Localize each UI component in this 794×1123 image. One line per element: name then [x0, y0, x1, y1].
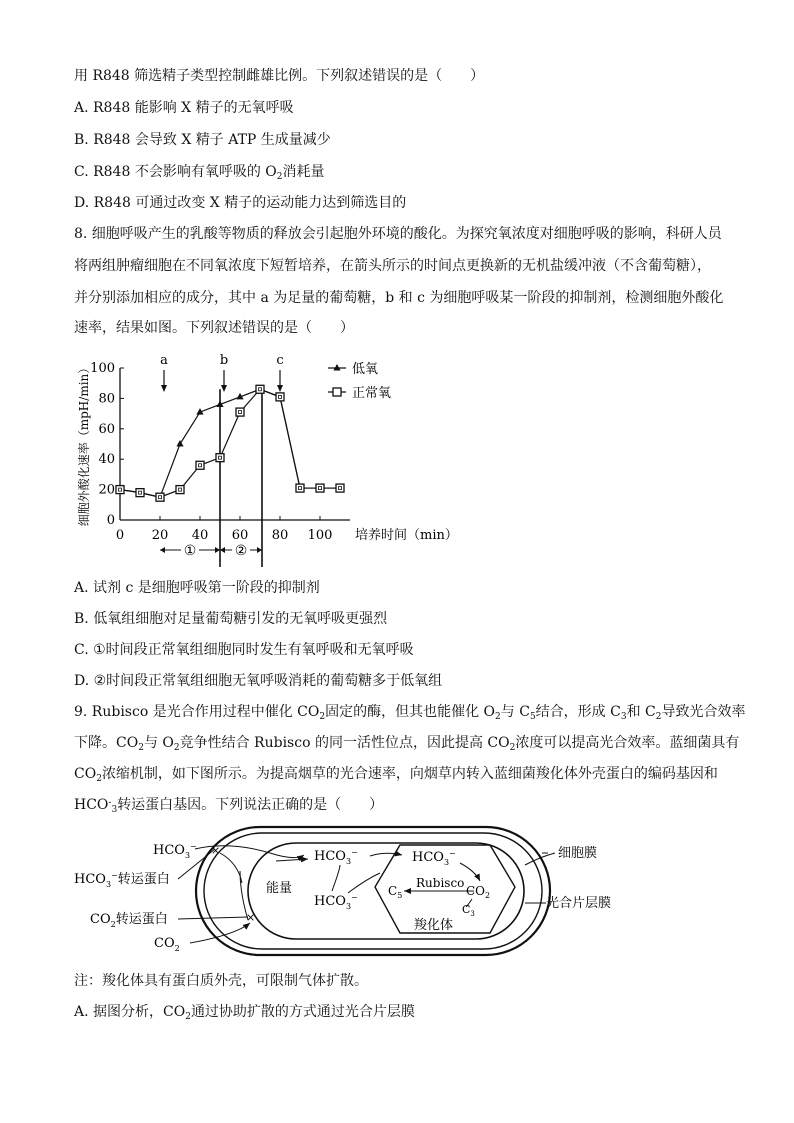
q9-option-a: A. 据图分析，$CO_2$通过协助扩散的方式通过光合片层膜	[74, 1004, 415, 1022]
thylakoid-label: 光合片层膜	[546, 896, 612, 911]
hco3-transporter-label: $HCO_3^-$转运蛋白	[74, 871, 170, 889]
arrow-label-a: a	[160, 353, 168, 368]
q8-option-b: B. 低氧组细胞对足量葡萄糖引发的无氧呼吸更强烈	[74, 611, 388, 627]
c5-label: $C_5$	[388, 884, 403, 900]
arrow-label-c: c	[276, 353, 284, 368]
q9-note: 注：羧化体具有蛋白质外壳，可限制气体扩散。	[74, 973, 368, 989]
q7-option-c: C. R848 不会影响有氧呼吸的 $O_2$消耗量	[74, 164, 325, 182]
q8-stem-line-1: 8. 细胞呼吸产生的乳酸等物质的释放会引起胞外环境的酸化。为探究氧浓度对细胞呼吸的影响，科研人员	[74, 226, 722, 242]
q8-option-c: C. ①时间段正常氧组细胞同时发生有氧呼吸和无氧呼吸	[74, 642, 414, 658]
legend-label: 正常氧	[352, 386, 392, 401]
y-tick-label: 100	[90, 361, 115, 376]
arrow-label-b: b	[219, 353, 229, 368]
data-point-square	[176, 486, 184, 494]
co2-transporter-label: $CO_2$转运蛋白	[90, 912, 168, 929]
hco3-carboxysome-label: $HCO_3^-$	[412, 849, 456, 867]
series-line-triangle	[120, 389, 340, 497]
legend-marker-triangle	[333, 364, 340, 371]
data-point-square	[156, 493, 164, 501]
co2-outside-label: $CO_2$	[154, 936, 180, 953]
interval-label: ①	[183, 543, 197, 559]
q9-stem-line-4: $HCO^-_3$转运蛋白基因。下列说法正确的是（ ）	[74, 797, 384, 815]
x-tick-label: 0	[115, 528, 125, 543]
y-tick-label: 60	[98, 421, 115, 437]
y-tick-label: 0	[106, 513, 115, 528]
hco3-cytoplasm-label: $HCO_3^-$	[314, 848, 358, 866]
arrow-head	[221, 385, 227, 392]
data-point-square	[236, 408, 244, 416]
cell-membrane-label: 细胞膜	[558, 846, 598, 861]
x-tick-label: 60	[231, 528, 249, 543]
q7-stem-tail: 用 R848 筛选精子类型控制雌雄比例。下列叙述错误的是（ ）	[74, 68, 485, 84]
data-point-square	[276, 393, 284, 401]
q9-stem-line-1: 9. Rubisco 是光合作用过程中催化 $CO_2$固定的酶，但其也能催化 $O_2$与 $C_5$结合，形成 $C_3$和 $C_2$导致光合效率	[74, 704, 746, 722]
q7-option-b: B. R848 会导致 X 精子 ATP 生成量减少	[74, 132, 331, 148]
x-tick-label: 20	[151, 528, 169, 543]
svg-text:×: ×	[211, 844, 221, 857]
series-line-square	[120, 389, 340, 497]
hco3-outside-label: $HCO_3^-$	[153, 842, 197, 860]
x-axis-label: 培养时间（min）	[355, 528, 458, 543]
q7-option-d: D. R848 可通过改变 X 精子的运动能力达到筛选目的	[74, 195, 407, 211]
q8-stem-line-4: 速率，结果如图。下列叙述错误的是（ ）	[74, 320, 354, 336]
q8-stem-line-3: 并分别添加相应的成分，其中 a 为足量的葡萄糖，b 和 c 为细胞呼吸某一阶段的抑制剂，检测细胞外酸化	[74, 290, 724, 306]
legend-label: 低氧	[352, 362, 379, 377]
co2-carboxysome-label: $CO_2$	[466, 884, 491, 900]
interval-label: ②	[234, 543, 248, 559]
co2-concentrating-diagram	[70, 825, 630, 960]
rubisco-label: Rubisco	[416, 876, 465, 890]
data-point-square	[256, 385, 264, 393]
data-point-square	[196, 461, 204, 469]
y-axis-label: 细胞外酸化速率（mpH/min）	[77, 361, 91, 527]
c3-label: $C_3$	[462, 903, 475, 918]
q7-option-a: A. R848 能影响 X 精子的无氧呼吸	[74, 100, 294, 116]
hco3-thylakoid-label: $HCO_3^-$	[314, 893, 358, 911]
svg-text:×: ×	[246, 911, 256, 924]
q8-option-d: D. ②时间段正常氧组细胞无氧呼吸消耗的葡萄糖多于低氧组	[74, 673, 443, 689]
data-point-square	[296, 484, 304, 492]
q8-option-a: A. 试剂 c 是细胞呼吸第一阶段的抑制剂	[74, 580, 320, 596]
data-point-square	[116, 486, 124, 494]
y-tick-label: 80	[98, 391, 115, 407]
data-point-square	[136, 489, 144, 497]
energy-label: 能量	[266, 881, 293, 896]
data-point-square	[316, 484, 324, 492]
q9-stem-line-3: $CO_2$浓缩机制，如下图所示。为提高烟草的光合速率，向烟草内转入蓝细菌羧化体外壳蛋白的编码基因和	[74, 766, 718, 784]
interval-arrowhead	[160, 547, 165, 553]
y-tick-label: 40	[98, 452, 115, 468]
acidification-rate-chart	[70, 350, 470, 575]
data-point-square	[216, 454, 224, 462]
legend-marker-square	[333, 388, 341, 396]
cell-membrane-outline	[196, 827, 550, 955]
arrow-head	[277, 385, 283, 392]
arrow-head	[161, 385, 167, 392]
x-tick-label: 40	[191, 528, 209, 543]
x-tick-label: 100	[307, 528, 333, 543]
q8-stem-line-2: 将两组肿瘤细胞在不同氧浓度下短暂培养，在箭头所示的时间点更换新的无机盐缓冲液（不含葡萄糖），	[74, 258, 711, 274]
x-tick-label: 80	[271, 528, 289, 543]
carboxysome-label: 羧化体	[414, 918, 454, 933]
y-tick-label: 20	[98, 482, 115, 498]
data-point-square	[336, 484, 344, 492]
q9-stem-line-2: 下降。$CO_2$与 $O_2$竞争性结合 Rubisco 的同一活性位点，因此提高 $CO_2$浓度可以提高光合效率。蓝细菌具有	[74, 735, 740, 753]
